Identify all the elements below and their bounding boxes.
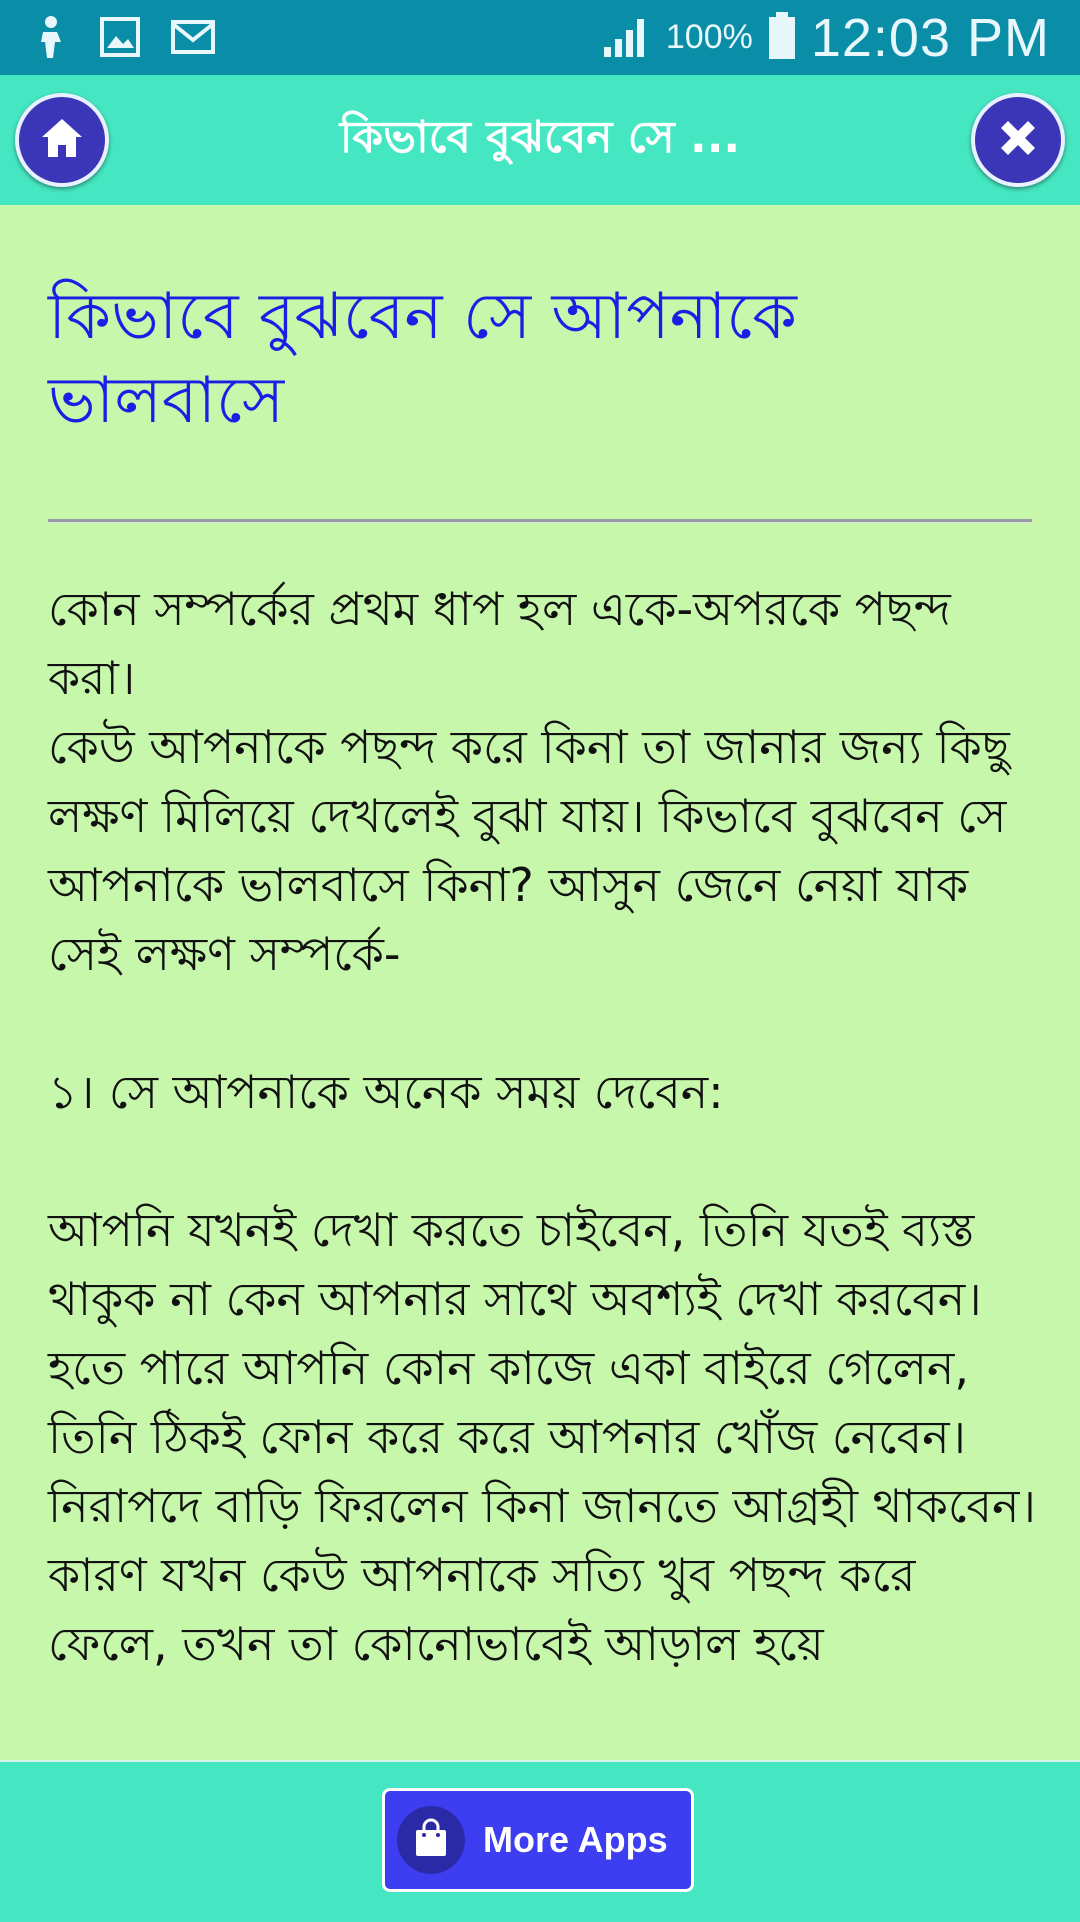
clock: 12:03 PM — [810, 7, 1050, 68]
bag-circle — [397, 1806, 465, 1874]
toolbar-title: কিভাবে বুঝবেন সে ... — [339, 111, 741, 163]
article-title: কিভাবে বুঝবেন সে আপনাকে ভালবাসে — [48, 280, 797, 438]
close-icon — [993, 113, 1043, 167]
app-toolbar — [0, 75, 1080, 205]
shopping-bag-icon — [412, 1818, 450, 1862]
bottom-bar — [0, 1760, 1080, 1922]
notification-icons — [35, 14, 215, 64]
status-indicators — [602, 0, 1050, 75]
divider — [48, 519, 1032, 523]
status-bar — [0, 0, 1080, 75]
home-icon — [38, 115, 86, 165]
home-button[interactable] — [15, 93, 109, 187]
person-icon — [35, 14, 69, 64]
battery-percent: 100% — [665, 18, 753, 56]
mail-icon — [171, 20, 215, 58]
article-body: কোন সম্পর্কের প্রথম ধাপ হল একে-অপরকে পছন্দ করা। কেউ আপনাকে পছন্দ করে কিনা তা জানার জন্য কিছু লক্ষণ মিলিয়ে দেখলেই বুঝা যায়। কিভাবে বুঝবেন সে আপনাকে ভালবাসে কিনা? আসুন জেনে নেয়া যাক সেই লক্ষণ সম্পর্কে- ১। সে আপনাকে অনেক সময় দেবেন: আপনি যখনই দেখা করতে চাইবেন, তিনি যতই ব্যস্ত থাকুক না কেন আপনার সাথে অবশ্যই দেখা করবেন। হতে পারে আপনি কোন কাজে একা বাইরে গেলেন, তিনি ঠিকই ফোন করে করে আপনার খোঁজ নেবেন। নিরাপদে বাড়ি ফিরলেন কিনা জানতে আগ্রহী থাকবেন। কারণ যখন কেউ আপনাকে সত্যি খুব পছন্দ করে ফেলে, তখন তা কোনোভাবেই আড়াল হয়ে — [48, 582, 1036, 1671]
image-icon — [99, 16, 141, 62]
more-apps-button[interactable] — [382, 1788, 694, 1892]
article-content[interactable] — [0, 205, 1080, 1760]
close-button[interactable] — [971, 93, 1065, 187]
signal-icon — [602, 13, 652, 63]
more-apps-label: More Apps — [483, 1819, 668, 1860]
battery-icon — [767, 11, 797, 65]
